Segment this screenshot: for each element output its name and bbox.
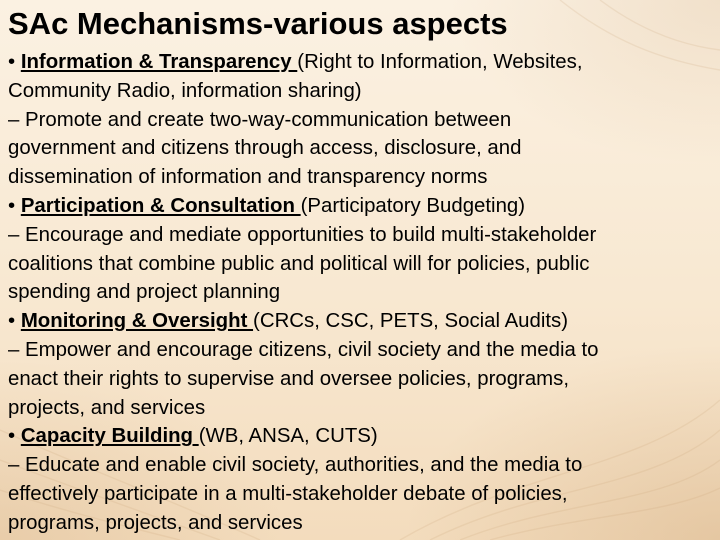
slide-title: SAc Mechanisms-various aspects (8, 6, 508, 41)
body-line: – Empower and encourage citizens, civil society and the media to (8, 338, 599, 361)
body-line: enact their rights to supervise and oversee policies, programs, (8, 367, 570, 390)
bullet-marker: • (8, 51, 21, 73)
section-monitoring-oversight (8, 307, 716, 422)
section-heading-line (8, 48, 716, 77)
section-examples: (WB, ANSA, CUTS) (198, 425, 378, 448)
section-heading: Information & Transparency (20, 51, 298, 73)
body-line: – Encourage and mediate opportunities to build multi-stakeholder (8, 223, 597, 246)
body-line: dissemination of information and transparency norms (8, 166, 488, 189)
section-examples: (Participatory Budgeting) (300, 194, 526, 217)
section-participation-consultation (8, 192, 716, 307)
section-heading: Monitoring & Oversight (20, 310, 254, 333)
body-line: spending and project planning (8, 281, 281, 304)
body-line: – Educate and enable civil society, authorities, and the media to (8, 454, 583, 477)
body-line: projects, and services (8, 396, 206, 419)
bullet-marker: • (8, 425, 21, 448)
body-line: programs, projects, and services (8, 511, 303, 534)
body-line: – Promote and create two-way-communication between (8, 108, 512, 131)
section-capacity-building (8, 422, 716, 537)
section-heading: Participation & Consultation (20, 194, 301, 217)
section-information-transparency (8, 48, 716, 192)
section-heading-line (8, 307, 716, 336)
body-line: coalitions that combine public and political will for policies, public (8, 252, 590, 275)
body-line: Community Radio, information sharing) (8, 79, 362, 102)
body-line: effectively participate in a multi-stakeholder debate of policies, (8, 482, 568, 505)
section-examples: (Right to Information, Websites, (297, 51, 583, 73)
bullet-marker: • (8, 194, 21, 217)
body-line: government and citizens through access, disclosure, and (8, 137, 522, 160)
section-heading: Capacity Building (20, 425, 199, 448)
section-examples: (CRCs, CSC, PETS, Social Audits) (253, 310, 569, 333)
bullet-marker: • (8, 310, 21, 333)
section-heading-line (8, 192, 716, 221)
slide-body (8, 48, 716, 538)
section-heading-line (8, 422, 716, 451)
